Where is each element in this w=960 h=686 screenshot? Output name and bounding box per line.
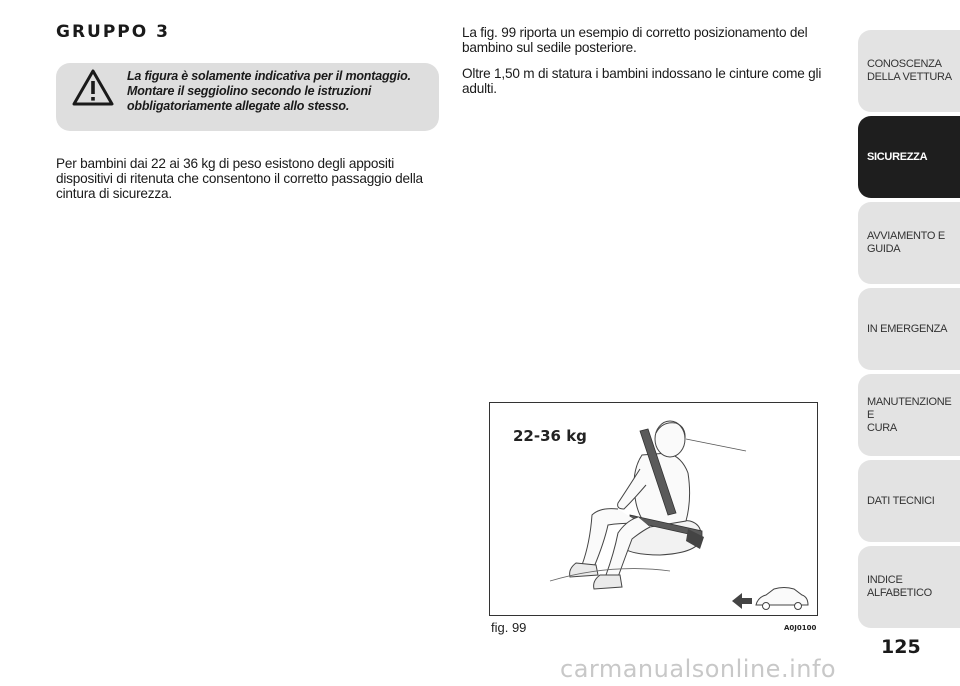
tab-label: INDICE ALFABETICO (867, 574, 932, 599)
body-paragraph-left: Per bambini dai 22 ai 36 kg di peso esistono degli appositi dispositivi di ritenuta che consentono il corretto passaggio della cintura di sicurezza. (56, 156, 423, 201)
warning-box (56, 63, 439, 131)
tab-dati-tecnici[interactable] (858, 460, 960, 542)
section-heading: GRUPPO 3 (56, 22, 170, 42)
tab-in-emergenza[interactable] (858, 288, 960, 370)
tab-label: IN EMERGENZA (867, 322, 948, 335)
warning-triangle-icon (72, 69, 114, 107)
figure-caption: fig. 99 (491, 620, 527, 635)
tab-avviamento-e-guida[interactable] (858, 202, 960, 284)
figure-code: A0J0100 (784, 624, 817, 632)
tab-sicurezza[interactable] (858, 116, 960, 198)
tab-label: CONOSCENZA DELLA VETTURA (867, 58, 952, 83)
chapter-tabs (858, 30, 960, 632)
tab-indice-alfabetico[interactable] (858, 546, 960, 628)
tab-conoscenza-della-vettura[interactable] (858, 30, 960, 112)
figure-weight-label: 22-36 kg (513, 427, 587, 445)
watermark: carmanualsonline.info (560, 655, 837, 683)
body-paragraph-right-2: Oltre 1,50 m di statura i bambini indossano le cinture come gli adulti. (462, 66, 822, 96)
tab-label: MANUTENZIONE E CURA (867, 395, 952, 434)
warning-text: La figura è solamente indicativa per il montaggio. Montare il seggiolino secondo le istruzioni obbligatoriamente allegate allo stesso. (127, 69, 411, 113)
tab-label: AVVIAMENTO E GUIDA (867, 230, 945, 255)
tab-label: SICUREZZA (867, 150, 928, 163)
figure-child-seat (489, 402, 818, 616)
page-number: 125 (881, 636, 921, 658)
tab-manutenzione-e-cura[interactable] (858, 374, 960, 456)
body-paragraph-right-1: La fig. 99 riporta un esempio di corretto posizionamento del bambino sul sedile posteriore. (462, 25, 808, 55)
tab-label: DATI TECNICI (867, 494, 935, 507)
